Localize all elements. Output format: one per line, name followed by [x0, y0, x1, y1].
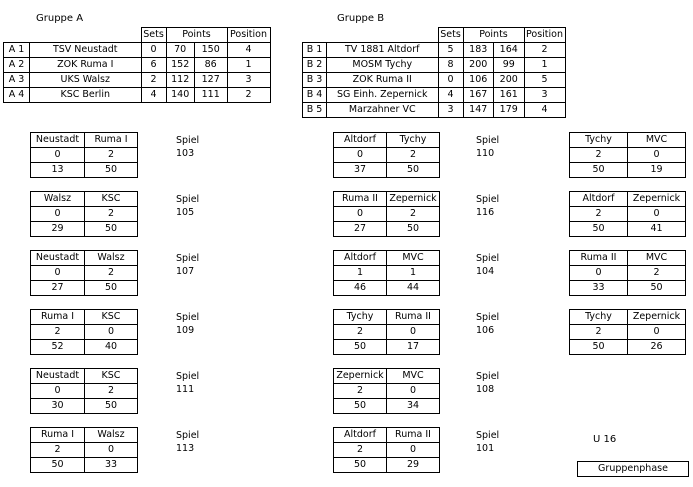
match-table: [569, 191, 686, 237]
standings-row: [4, 88, 271, 103]
points-value: 34: [387, 399, 440, 414]
row-id: B 2: [303, 58, 327, 73]
team-name: Tychy: [334, 310, 387, 325]
spiel-label: Spiel: [176, 312, 200, 323]
spiel-label: Spiel: [476, 371, 500, 382]
sets-value: 2: [387, 148, 440, 163]
spiel-label: Spiel: [176, 135, 200, 146]
points-value: 50: [628, 281, 686, 296]
points-value: 33: [570, 281, 628, 296]
team-name: Walsz: [31, 192, 85, 207]
sets-value: 2: [141, 73, 166, 88]
position-value: 1: [227, 58, 270, 73]
team-name: Marzahner VC: [327, 103, 439, 118]
team-name: Neustadt: [31, 251, 85, 266]
team-name: MVC: [387, 369, 440, 384]
standings-row: [303, 103, 566, 118]
team-name: KSC: [85, 310, 138, 325]
row-id: B 4: [303, 88, 327, 103]
standings-row: [303, 58, 566, 73]
team-name: MVC: [628, 251, 686, 266]
sets-header: Sets: [141, 28, 166, 43]
spiel-number: 109: [176, 325, 195, 336]
row-id: A 1: [4, 43, 30, 58]
sets-value: 2: [31, 443, 85, 458]
sets-value: 0: [570, 266, 628, 281]
points-value: 50: [85, 222, 138, 237]
position-value: 4: [227, 43, 270, 58]
match-table: [30, 132, 138, 178]
sets-value: 2: [31, 325, 85, 340]
position-value: 2: [227, 88, 270, 103]
match-table: [569, 309, 686, 355]
spiel-number: 104: [476, 266, 495, 277]
match-table: [30, 368, 138, 414]
sets-value: 0: [85, 325, 138, 340]
sets-value: 2: [334, 443, 387, 458]
team-name: Zepernick: [628, 192, 686, 207]
team-name: Ruma II: [387, 310, 440, 325]
group-b-standings: [302, 27, 566, 118]
spiel-number: 111: [176, 384, 195, 395]
points-against: 164: [494, 43, 525, 58]
position-value: 2: [524, 43, 565, 58]
team-name: MVC: [387, 251, 440, 266]
position-value: 3: [524, 88, 565, 103]
team-name: Walsz: [85, 428, 138, 443]
sets-value: 0: [438, 73, 463, 88]
standings-row: [4, 73, 271, 88]
sets-value: 0: [31, 148, 85, 163]
group-a-title: Gruppe A: [36, 13, 84, 24]
points-value: 29: [387, 458, 440, 473]
points-against: 86: [194, 58, 227, 73]
sets-value: 2: [85, 384, 138, 399]
match-table: [333, 250, 440, 296]
team-name: Ruma I: [31, 310, 85, 325]
points-value: 50: [334, 399, 387, 414]
points-against: 127: [194, 73, 227, 88]
sets-value: 2: [85, 266, 138, 281]
row-id: B 3: [303, 73, 327, 88]
points-value: 46: [334, 281, 387, 296]
match-table: [333, 368, 440, 414]
team-name: Tychy: [570, 133, 628, 148]
standings-row: [303, 73, 566, 88]
sets-value: 2: [85, 207, 138, 222]
sets-value: 8: [438, 58, 463, 73]
match-table: [569, 250, 686, 296]
sets-value: 0: [628, 148, 686, 163]
sets-value: 0: [31, 266, 85, 281]
standings-row: [303, 43, 566, 58]
team-name: SG Einh. Zepernick: [327, 88, 439, 103]
sets-value: 2: [628, 266, 686, 281]
points-value: 50: [387, 222, 440, 237]
sets-value: 2: [570, 325, 628, 340]
points-for: 106: [463, 73, 494, 88]
sets-value: 2: [570, 207, 628, 222]
spiel-number: 110: [476, 148, 495, 159]
spiel-label: Spiel: [476, 312, 500, 323]
points-value: 30: [31, 399, 85, 414]
team-name: Altdorf: [334, 428, 387, 443]
spiel-number: 106: [476, 325, 495, 336]
points-value: 41: [628, 222, 686, 237]
sets-value: 0: [387, 384, 440, 399]
team-name: Neustadt: [31, 369, 85, 384]
team-name: Walsz: [85, 251, 138, 266]
points-value: 50: [570, 163, 628, 178]
points-value: 13: [31, 163, 85, 178]
sets-value: 3: [438, 103, 463, 118]
team-name: KSC: [85, 192, 138, 207]
team-name: Ruma II: [387, 428, 440, 443]
points-value: 50: [387, 163, 440, 178]
team-name: ZOK Ruma II: [327, 73, 439, 88]
match-table: [569, 132, 686, 178]
match-table: [30, 309, 138, 355]
standings-row: [4, 43, 271, 58]
spiel-number: 116: [476, 207, 495, 218]
row-id: B 1: [303, 43, 327, 58]
age-class-label: U 16: [593, 434, 617, 445]
sets-value: 0: [31, 384, 85, 399]
points-value: 50: [570, 340, 628, 355]
match-table: [30, 191, 138, 237]
spiel-label: Spiel: [476, 253, 500, 264]
standings-row: [303, 88, 566, 103]
sets-value: 1: [387, 266, 440, 281]
spiel-number: 107: [176, 266, 195, 277]
spiel-number: 101: [476, 443, 495, 454]
sets-value: 4: [438, 88, 463, 103]
sets-value: 0: [387, 443, 440, 458]
spiel-number: 113: [176, 443, 195, 454]
team-name: ZOK Ruma I: [30, 58, 142, 73]
points-for: 70: [166, 43, 194, 58]
points-value: 50: [570, 222, 628, 237]
position-value: 1: [524, 58, 565, 73]
position-value: 5: [524, 73, 565, 88]
position-value: 4: [524, 103, 565, 118]
match-table: [333, 309, 440, 355]
sets-value: 5: [438, 43, 463, 58]
spiel-label: Spiel: [176, 253, 200, 264]
row-id: A 3: [4, 73, 30, 88]
sets-value: 0: [141, 43, 166, 58]
points-for: 152: [166, 58, 194, 73]
match-table: [333, 191, 440, 237]
sets-value: 2: [334, 384, 387, 399]
team-name: TV 1881 Altdorf: [327, 43, 439, 58]
sets-value: 0: [387, 325, 440, 340]
match-table: [333, 427, 440, 473]
spiel-label: Spiel: [476, 430, 500, 441]
points-for: 183: [463, 43, 494, 58]
points-against: 99: [494, 58, 525, 73]
phase-label: Gruppenphase: [577, 461, 689, 477]
points-against: 111: [194, 88, 227, 103]
points-value: 27: [31, 281, 85, 296]
points-against: 200: [494, 73, 525, 88]
sets-value: 2: [85, 148, 138, 163]
points-for: 112: [166, 73, 194, 88]
team-name: Ruma I: [31, 428, 85, 443]
team-name: KSC: [85, 369, 138, 384]
spiel-number: 105: [176, 207, 195, 218]
points-value: 29: [31, 222, 85, 237]
position-header: Position: [524, 28, 565, 43]
points-value: 27: [334, 222, 387, 237]
sets-header: Sets: [438, 28, 463, 43]
points-value: 50: [85, 399, 138, 414]
sets-value: 0: [334, 207, 387, 222]
points-value: 52: [31, 340, 85, 355]
team-name: Zepernick: [334, 369, 387, 384]
team-name: Zepernick: [387, 192, 440, 207]
spiel-label: Spiel: [176, 194, 200, 205]
team-name: Neustadt: [31, 133, 85, 148]
spiel-label: Spiel: [176, 430, 200, 441]
match-table: [30, 250, 138, 296]
points-against: 150: [194, 43, 227, 58]
team-name: Altdorf: [570, 192, 628, 207]
group-b-title: Gruppe B: [337, 13, 385, 24]
points-header: Points: [463, 28, 524, 43]
team-name: UKS Walsz: [30, 73, 142, 88]
spiel-label: Spiel: [476, 194, 500, 205]
team-name: Altdorf: [334, 251, 387, 266]
sets-value: 4: [141, 88, 166, 103]
team-name: Ruma II: [334, 192, 387, 207]
spiel-number: 103: [176, 148, 195, 159]
position-value: 3: [227, 73, 270, 88]
sets-value: 0: [85, 443, 138, 458]
team-name: KSC Berlin: [30, 88, 142, 103]
points-value: 50: [85, 281, 138, 296]
match-table: [333, 132, 440, 178]
team-name: Altdorf: [334, 133, 387, 148]
points-for: 200: [463, 58, 494, 73]
points-value: 17: [387, 340, 440, 355]
points-for: 140: [166, 88, 194, 103]
points-value: 37: [334, 163, 387, 178]
spiel-number: 108: [476, 384, 495, 395]
points-value: 50: [334, 340, 387, 355]
match-table: [30, 427, 138, 473]
team-name: Tychy: [387, 133, 440, 148]
points-value: 44: [387, 281, 440, 296]
sets-value: 1: [334, 266, 387, 281]
group-a-standings: [3, 27, 271, 103]
team-name: Zepernick: [628, 310, 686, 325]
points-value: 26: [628, 340, 686, 355]
team-name: MOSM Tychy: [327, 58, 439, 73]
sets-value: 2: [387, 207, 440, 222]
sets-value: 2: [334, 325, 387, 340]
position-header: Position: [227, 28, 270, 43]
row-id: A 2: [4, 58, 30, 73]
row-id: B 5: [303, 103, 327, 118]
sets-value: 0: [628, 207, 686, 222]
team-name: TSV Neustadt: [30, 43, 142, 58]
team-name: MVC: [628, 133, 686, 148]
team-name: Ruma I: [85, 133, 138, 148]
sets-value: 0: [334, 148, 387, 163]
points-value: 19: [628, 163, 686, 178]
points-value: 50: [334, 458, 387, 473]
sets-value: 2: [570, 148, 628, 163]
points-for: 147: [463, 103, 494, 118]
points-against: 179: [494, 103, 525, 118]
points-value: 50: [85, 163, 138, 178]
sets-value: 0: [628, 325, 686, 340]
points-against: 161: [494, 88, 525, 103]
row-id: A 4: [4, 88, 30, 103]
points-for: 167: [463, 88, 494, 103]
points-value: 33: [85, 458, 138, 473]
sets-value: 6: [141, 58, 166, 73]
spiel-label: Spiel: [176, 371, 200, 382]
standings-row: [4, 58, 271, 73]
points-header: Points: [166, 28, 227, 43]
points-value: 40: [85, 340, 138, 355]
team-name: Tychy: [570, 310, 628, 325]
spiel-label: Spiel: [476, 135, 500, 146]
sets-value: 0: [31, 207, 85, 222]
points-value: 50: [31, 458, 85, 473]
team-name: Ruma II: [570, 251, 628, 266]
